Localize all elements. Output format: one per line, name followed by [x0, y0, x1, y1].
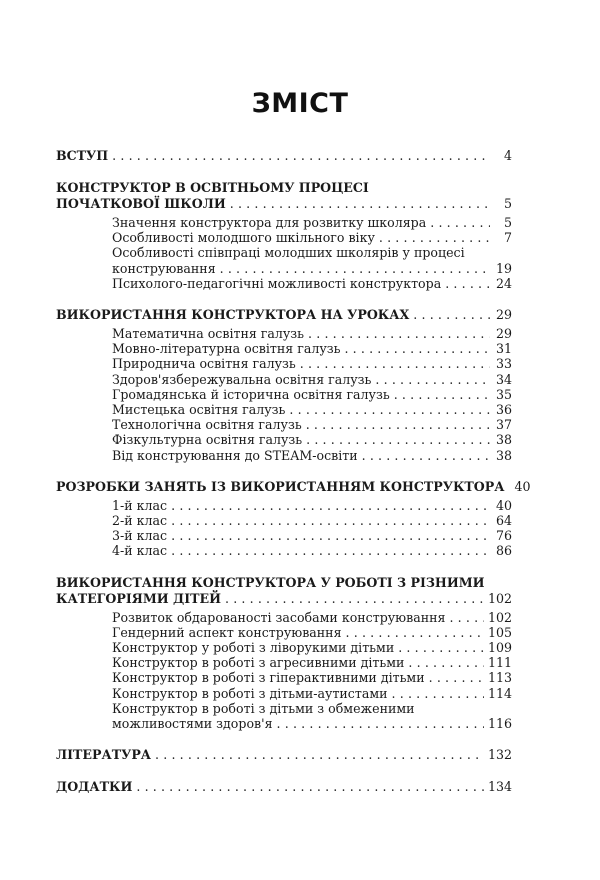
- dot-leader: [362, 448, 490, 463]
- dot-leader: [171, 543, 490, 558]
- dot-leader: [300, 356, 490, 371]
- toc-subentry-title: Від конструювання до STEAM-освіти: [112, 447, 358, 463]
- toc-entry-title: РОЗРОБКИ ЗАНЯТЬ ІЗ ВИКОРИСТАННЯМ КОНСТРУКТОРА: [56, 478, 505, 494]
- toc-subentry-title: можливостями здоров'я: [112, 716, 273, 732]
- toc-subentry-title: Конструктор в роботі з дітьми-аутистами: [112, 685, 388, 701]
- dot-leader: [392, 686, 484, 701]
- toc-subentry-page: 33: [495, 356, 512, 372]
- toc-entry-page: 102: [487, 590, 512, 606]
- toc-subentry-page: 5: [503, 215, 512, 230]
- toc-subentry-page: 40: [495, 497, 512, 513]
- toc-subentry[interactable]: [56, 513, 512, 528]
- toc-subentry-page: 38: [495, 447, 512, 463]
- toc-subentry[interactable]: [56, 543, 512, 558]
- dot-leader: [379, 230, 490, 245]
- toc-entry-title: ВСТУП: [56, 148, 109, 163]
- toc-entry-title: ПОЧАТКОВОЇ ШКОЛИ: [56, 196, 226, 211]
- toc-subentry-page: 38: [495, 432, 512, 448]
- toc-subentry-page: 36: [495, 402, 512, 418]
- toc-entry-page: 134: [487, 779, 512, 795]
- toc-subentry[interactable]: [56, 686, 512, 701]
- toc-subentry-title: конструювання: [112, 260, 216, 276]
- toc-entry-page: 29: [495, 307, 512, 323]
- toc-subentry-page: 35: [495, 386, 512, 402]
- toc-subentry-title: Значення конструктора для розвитку школяра: [112, 215, 427, 230]
- toc-entry-title-line[interactable]: КОНСТРУКТОР В ОСВІТНЬОМУ ПРОЦЕСІ: [56, 180, 369, 195]
- toc-subentry-page: 105: [487, 624, 512, 640]
- toc-subentry-title: Особливості молодшого шкільного віку: [112, 230, 375, 246]
- toc-subentry[interactable]: [56, 215, 512, 230]
- toc-subentry-title: Здоров'язбережувальна освітня галузь: [112, 371, 372, 387]
- dot-leader: [171, 513, 490, 528]
- toc-subentry-title: Громадянська й історична освітня галузь: [112, 386, 390, 402]
- toc-subentry-page: 109: [487, 640, 512, 656]
- toc-subentry-title-line[interactable]: Конструктор в роботі з дітьми з обмеженими: [112, 700, 415, 716]
- toc-subentry-title: Математична освітня галузь: [112, 326, 305, 342]
- toc-subentry[interactable]: [56, 448, 512, 463]
- toc-section-2: [56, 307, 512, 463]
- toc-section-4: [56, 575, 512, 732]
- dot-leader: [171, 498, 490, 513]
- page-title: ЗМІСТ: [251, 88, 349, 119]
- dot-leader: [277, 716, 484, 731]
- dot-leader: [449, 610, 483, 625]
- toc-subentry-title: Конструктор в роботі з гіперактивними дітьми: [112, 670, 425, 686]
- toc-subentries: [56, 498, 512, 559]
- toc-subentry[interactable]: [56, 670, 512, 685]
- toc-subentry[interactable]: [56, 356, 512, 371]
- dot-leader: [375, 372, 490, 387]
- toc-subentry-title: Мовно-літературна освітня галузь: [112, 341, 341, 357]
- dot-leader: [408, 655, 484, 670]
- table-of-contents: [56, 148, 531, 811]
- toc-subentry-page: 76: [495, 528, 512, 544]
- toc-entry-title: ЛІТЕРАТУРА: [56, 747, 152, 763]
- toc-subentry-page: 19: [495, 260, 512, 276]
- toc-section-1: [56, 180, 512, 291]
- dot-leader: [220, 261, 490, 276]
- toc-subentry[interactable]: [56, 417, 512, 432]
- toc-subentry-page: 86: [495, 543, 512, 559]
- toc-subentry[interactable]: [56, 432, 512, 447]
- dot-leader: [155, 747, 484, 763]
- toc-subentry-page: 114: [487, 685, 512, 701]
- toc-subentry[interactable]: [56, 528, 512, 543]
- dot-leader: [344, 341, 490, 356]
- dot-leader: [430, 215, 490, 230]
- dot-leader: [171, 528, 490, 543]
- toc-section-3: [56, 478, 531, 559]
- toc-entry-title: ВИКОРИСТАННЯ КОНСТРУКТОРА НА УРОКАХ: [56, 307, 410, 323]
- dot-leader: [398, 640, 484, 655]
- toc-subentry-title: Розвиток обдарованості засобами конструювання: [112, 609, 446, 625]
- toc-subentry-title: Технологічна освітня галузь: [112, 417, 302, 433]
- toc-entry[interactable]: [56, 779, 512, 795]
- dot-leader: [306, 417, 490, 432]
- toc-entry-page: 132: [487, 747, 512, 763]
- toc-subentry-title: 3-й клас: [112, 528, 168, 544]
- toc-subentry-page: 24: [495, 275, 512, 291]
- toc-entry-title-line[interactable]: ВИКОРИСТАННЯ КОНСТРУКТОРА У РОБОТІ З РІЗНИМИ: [56, 574, 485, 590]
- dot-leader: [136, 779, 484, 795]
- toc-entry-title: КАТЕГОРІЯМИ ДІТЕЙ: [56, 590, 221, 606]
- toc-entry[interactable]: [56, 591, 512, 607]
- dot-leader: [308, 326, 490, 341]
- toc-section-literature: [56, 747, 512, 763]
- dot-leader: [394, 387, 490, 402]
- dot-leader: [445, 276, 490, 291]
- dot-leader: [225, 591, 484, 607]
- toc-subentry-page: 7: [503, 230, 512, 246]
- toc-subentry-title-line[interactable]: Особливості співпраці молодших школярів у процесі: [112, 245, 465, 261]
- toc-subentry-page: 31: [495, 341, 512, 357]
- toc-subentry-title: Конструктор в роботі з агресивними дітьми: [112, 655, 405, 671]
- toc-subentry[interactable]: [56, 276, 512, 291]
- toc-entry[interactable]: [56, 307, 512, 323]
- toc-subentry[interactable]: [56, 625, 512, 640]
- dot-leader: [346, 625, 484, 640]
- toc-subentry-page: 111: [487, 655, 512, 671]
- toc-section-appendix: [56, 779, 512, 795]
- toc-subentry-title: Фізкультурна освітня галузь: [112, 432, 303, 448]
- toc-subentry[interactable]: [56, 402, 512, 417]
- toc-subentry-page: 37: [495, 417, 512, 433]
- toc-entry[interactable]: [56, 196, 512, 212]
- dot-leader: [306, 432, 490, 447]
- dot-leader: [230, 196, 490, 212]
- toc-entry[interactable]: [56, 148, 512, 164]
- toc-subentry[interactable]: [56, 640, 512, 655]
- toc-subentry-title: Мистецька освітня галузь: [112, 402, 286, 418]
- toc-subentry[interactable]: [56, 326, 512, 341]
- toc-subentry[interactable]: [56, 372, 512, 387]
- toc-subentry-title: Психолого-педагогічні можливості конструктора: [112, 275, 442, 291]
- toc-entry-title: ДОДАТКИ: [56, 779, 133, 795]
- toc-subentry[interactable]: [56, 387, 512, 402]
- toc-subentries: [56, 326, 512, 463]
- toc-subentry-title: 2-й клас: [112, 513, 168, 529]
- toc-subentry[interactable]: [56, 230, 512, 245]
- toc-subentry[interactable]: [56, 261, 512, 276]
- dot-leader: [413, 307, 490, 323]
- toc-subentry-page: 102: [487, 609, 512, 625]
- toc-subentry[interactable]: [56, 716, 512, 731]
- toc-subentry[interactable]: [56, 341, 512, 356]
- toc-subentry-title: 4-й клас: [112, 543, 168, 559]
- toc-subentry-title: Природнича освітня галузь: [112, 356, 296, 372]
- toc-entry-page: 4: [503, 148, 512, 163]
- toc-entry[interactable]: [56, 478, 531, 495]
- toc-subentry-title: 1-й клас: [112, 497, 168, 513]
- toc-entry-page: 5: [503, 196, 512, 211]
- toc-subentry[interactable]: [56, 655, 512, 670]
- toc-subentry[interactable]: [56, 498, 512, 513]
- toc-entry[interactable]: [56, 747, 512, 763]
- toc-section-intro: [56, 148, 512, 164]
- toc-subentry[interactable]: [56, 610, 512, 625]
- dot-leader: [429, 670, 484, 685]
- toc-subentry-page: 29: [495, 326, 512, 342]
- toc-subentry-title: Гендерний аспект конструювання: [112, 624, 342, 640]
- toc-subentry-title: Конструктор у роботі з ліворукими дітьми: [112, 640, 395, 656]
- toc-subentry-page: 113: [487, 670, 512, 686]
- toc-entry-page: 40: [514, 478, 531, 494]
- toc-subentry-page: 34: [495, 371, 512, 387]
- toc-subentry-page: 64: [495, 513, 512, 529]
- toc-subentry-page: 116: [487, 716, 512, 732]
- toc-subentries: [56, 610, 512, 732]
- dot-leader: [289, 402, 490, 417]
- dot-leader: [112, 148, 490, 164]
